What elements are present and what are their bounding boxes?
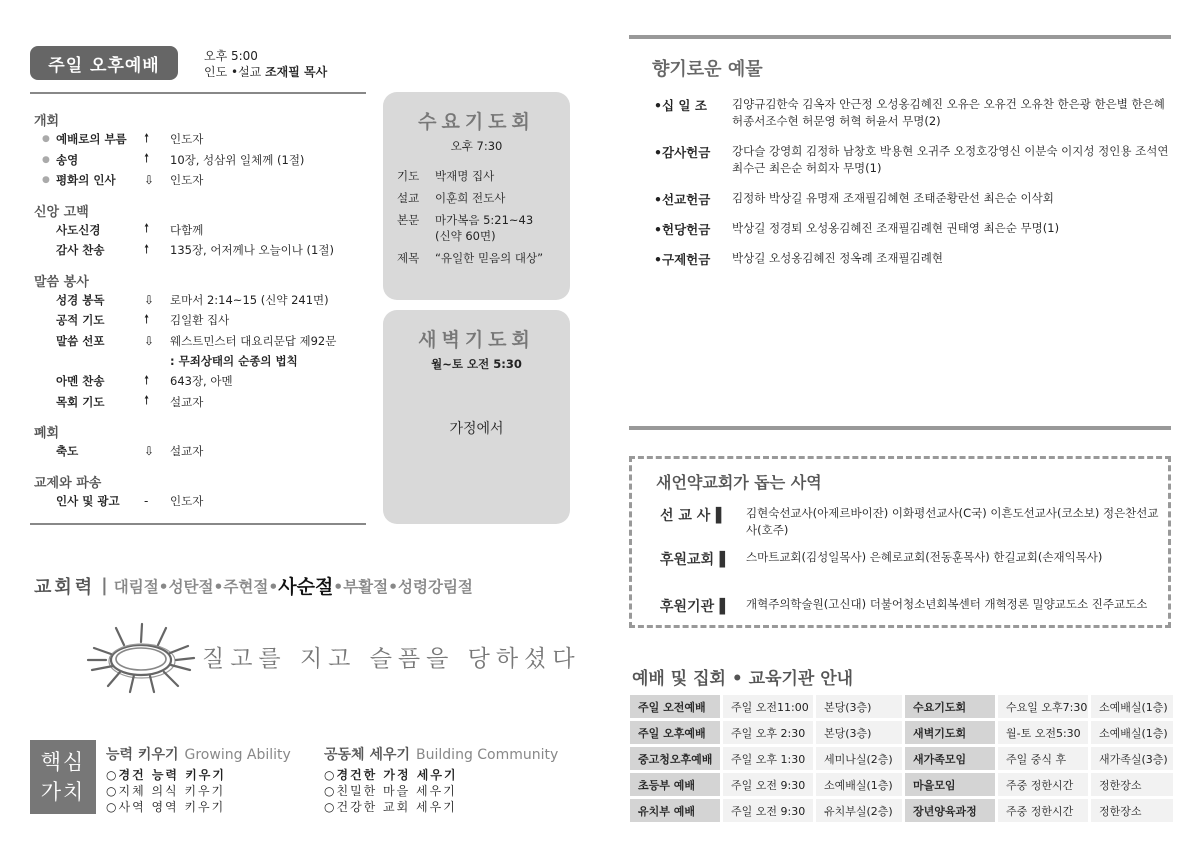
wednesday-title: 수요기도회	[418, 111, 535, 133]
calendar-label: 교회력	[34, 576, 96, 598]
schedule-name: 새벽기도회	[905, 721, 995, 744]
order-row	[34, 290, 374, 311]
order-label: 인사 및 광고	[56, 493, 120, 508]
schedule-cell: 소예배실(1층)	[816, 773, 902, 796]
row-key: 본문	[397, 213, 420, 227]
schedule-cell: 소예배실(1층)	[1091, 721, 1173, 744]
schedule-cell: 소예배실(1층)	[1091, 695, 1173, 718]
section-heading: 교제와 파송	[34, 475, 102, 491]
schedule-cell: 주일 오후 1:30	[723, 747, 813, 770]
ministry-kind: 선 교 사▐	[660, 508, 722, 524]
order-label: 말씀 선포	[56, 333, 105, 348]
posture-icon: 🠕	[144, 151, 150, 166]
crown-of-thorns-icon	[86, 620, 196, 694]
order-label: 사도신경	[56, 222, 101, 237]
table-row	[630, 721, 1173, 744]
schedule-name: 유치부 예배	[630, 799, 720, 822]
posture-icon: 🠕	[144, 241, 150, 256]
schedule-name: 마을모임	[905, 773, 995, 796]
order-row	[34, 331, 374, 352]
order-row	[34, 371, 374, 392]
value-item: ○친밀한 마을 세우기	[324, 784, 457, 798]
offering-row	[654, 143, 1174, 177]
order-value: 인도자	[170, 173, 204, 188]
offering-row	[654, 190, 1174, 208]
schedule-cell: 주일 중식 후	[998, 747, 1088, 770]
divider	[30, 92, 366, 94]
order-value: 135장, 어저께나 오늘이나 (1절)	[170, 243, 334, 258]
order-label: 성경 봉독	[56, 292, 105, 307]
calendar-after: •부활절•성령강림절	[333, 577, 473, 596]
value-item: ○건강한 교회 세우기	[324, 800, 457, 814]
order-row	[34, 310, 374, 331]
schedule-name: 초등부 예배	[630, 773, 720, 796]
schedule-name: 중고청오후예배	[630, 747, 720, 770]
schedule-cell: 유치부실(2층)	[816, 799, 902, 822]
order-row	[34, 220, 374, 241]
offering-kind: •선교헌금	[654, 192, 711, 207]
schedule-name: 수요기도회	[905, 695, 995, 718]
order-value: 10장, 성삼위 일체께 (1절)	[170, 152, 305, 167]
calendar-theme: 질고를 지고 슬픔을 당하셨다	[202, 646, 581, 672]
ministry-kind: 후원교회▐	[660, 552, 725, 568]
schedule-cell: 주일 오전11:00	[723, 695, 813, 718]
schedule-cell: 수요일 오후7:30	[998, 695, 1088, 718]
leader-name: 조재필 목사	[265, 65, 328, 79]
schedule-table	[630, 692, 1173, 825]
wednesday-table	[397, 168, 543, 272]
offering-names: 강다슬 강영희 김정하 남창호 박용현 오귀주 오정호강영신 이분숙 이지성 정인용 조석연 최수근 최은순 허희자 무명(1)	[732, 144, 1169, 175]
core-label-1: 핵심	[40, 750, 86, 774]
community-title: 공동체 세우기	[324, 747, 411, 763]
calendar-before: 대림절•성탄절•주현절•	[113, 577, 279, 596]
order-value: 인도자	[170, 493, 204, 508]
order-row	[34, 392, 374, 413]
value-item: ○사역 영역 키우기	[106, 800, 226, 814]
divider	[629, 35, 1171, 39]
offering-row	[654, 96, 1174, 130]
afternoon-service-title: 주일 오후예배	[30, 46, 178, 80]
order-label: 목회 기도	[56, 394, 105, 409]
schedule-name: 새가족모임	[905, 747, 995, 770]
dawn-place: 가정에서	[449, 421, 504, 437]
value-item: ○지체 의식 키우기	[106, 784, 226, 798]
table-row	[630, 773, 1173, 796]
calendar-separator: |	[101, 575, 108, 596]
community-eng: Building Community	[416, 747, 559, 763]
row-key: 설교	[397, 191, 420, 205]
order-value: 인도자	[170, 132, 204, 147]
offering-kind: •구제헌금	[654, 252, 711, 267]
table-row	[630, 799, 1173, 822]
order-value: 설교자	[170, 394, 204, 409]
order-row	[34, 129, 374, 150]
bullet-icon: ●	[42, 134, 50, 145]
row-key: 제목	[397, 251, 420, 265]
order-row	[34, 240, 374, 261]
schedule-cell: 주일 오전 9:30	[723, 773, 813, 796]
offering-kind: •감사헌금	[654, 145, 711, 160]
divider	[30, 523, 366, 525]
schedule-cell: 주일 오후 2:30	[723, 721, 813, 744]
section-heading: 폐회	[34, 426, 60, 441]
ministry-names: 김현숙선교사(아제르바이잔) 이화평선교사(C국) 이흔도선교사(코소보) 정은찬선교사(호주)	[746, 506, 1159, 537]
row-value: 이훈희 전도사	[435, 191, 506, 205]
ministry-row	[660, 596, 1160, 616]
order-row	[34, 150, 374, 171]
row-value: “유일한 믿음의 대상”	[435, 251, 544, 265]
schedule-cell: 월-토 오전5:30	[998, 721, 1088, 744]
bullet-icon: ●	[42, 175, 50, 186]
schedule-cell: 세미나실(2층)	[816, 747, 902, 770]
ministry-names: 스마트교회(김성일목사) 은혜로교회(전동훈목사) 한길교회(손재익목사)	[746, 550, 1103, 564]
offering-row	[654, 250, 1174, 268]
offering-kind: •헌당헌금	[654, 222, 711, 237]
schedule-cell: 정한장소	[1091, 773, 1173, 796]
offering-row	[654, 220, 1174, 238]
core-values-badge	[30, 740, 96, 814]
schedule-cell: 정한장소	[1091, 799, 1173, 822]
ability-title: 능력 키우기	[106, 747, 179, 763]
schedule-cell: 주중 정한시간	[998, 799, 1088, 822]
scripture-page: (신약 60면)	[435, 229, 496, 243]
posture-icon: 🠕	[144, 393, 150, 408]
order-value: 웨스트민스터 대요리문답 제92문	[170, 333, 337, 348]
schedule-title: 예배 및 집회 • 교육기관 안내	[632, 669, 854, 689]
order-value: 로마서 2:14~15 (신약 241면)	[170, 292, 329, 307]
afternoon-time: 오후 5:00	[204, 49, 258, 63]
posture-icon: 🠕	[144, 372, 150, 387]
posture-icon: 🠕	[144, 221, 150, 236]
ministry-names: 개혁주의학술원(고신대) 더불어청소년회복센터 개혁정론 밀양교도소 진주교도소	[746, 597, 1148, 611]
calendar-current: 사순절	[278, 576, 334, 598]
posture-icon: ⇩	[144, 333, 155, 348]
order-label: 아멘 찬송	[56, 374, 105, 389]
posture-icon: ⇩	[144, 292, 155, 307]
schedule-cell: 주중 정한시간	[998, 773, 1088, 796]
schedule-name: 주일 오후예배	[630, 721, 720, 744]
dawn-time: 월~토 오전 5:30	[431, 357, 522, 371]
order-label: 송영	[56, 152, 79, 167]
ministry-title: 새언약교회가 돕는 사역	[656, 473, 822, 492]
bullet-icon: ●	[42, 154, 50, 165]
schedule-cell: 본당(3층)	[816, 721, 902, 744]
offering-names: 김정하 박상길 유명재 조재필김혜현 조태준황란선 최은순 이삭회	[732, 191, 1054, 205]
schedule-name: 장년양육과정	[905, 799, 995, 822]
offering-names: 박상길 정경퇴 오성옹김혜진 조재필김례현 권태영 최은순 무명(1)	[732, 221, 1060, 235]
order-label: 축도	[56, 444, 79, 459]
value-item: ○경건한 가정 세우기	[324, 768, 458, 782]
schedule-cell: 주일 오전 9:30	[723, 799, 813, 822]
row-value: 박재명 집사	[435, 169, 495, 183]
dawn-title: 새벽기도회	[418, 329, 535, 351]
ministry-row	[660, 505, 1160, 539]
wednesday-time: 오후 7:30	[450, 139, 503, 153]
ministry-row	[660, 549, 1160, 569]
order-value: 설교자	[170, 444, 204, 459]
ability-eng: Growing Ability	[184, 747, 291, 763]
offering-kind: •십 일 조	[654, 98, 707, 113]
dawn-prayer-panel	[383, 310, 570, 524]
row-key: 기도	[397, 169, 420, 183]
order-row	[34, 491, 374, 512]
order-value: 김일환 집사	[170, 313, 230, 328]
table-row	[630, 747, 1173, 770]
posture-icon: 🠕	[144, 311, 150, 326]
leader-prefix: 인도 •설교	[204, 65, 266, 79]
order-row	[34, 441, 374, 462]
offering-names: 김양규김한숙 김옥자 안근정 오성옹김혜진 오유은 오유건 오유찬 한은광 한은별 한은혜 허종서조수현 허문영 허혁 허윤서 무명(2)	[732, 97, 1165, 128]
core-values-ability	[106, 744, 291, 815]
order-of-worship	[34, 110, 374, 511]
order-value: 643장, 아멘	[170, 374, 233, 389]
divider	[629, 426, 1171, 430]
posture-icon: ⇩	[144, 444, 155, 459]
section-heading: 신앙 고백	[34, 204, 89, 220]
table-row	[630, 695, 1173, 718]
order-label: 평화의 인사	[56, 173, 116, 188]
sermon-subtitle: : 무죄상태의 순종의 법칙	[170, 354, 298, 368]
order-value: 다함께	[170, 222, 204, 237]
schedule-cell: 새가족실(3층)	[1091, 747, 1173, 770]
scripture: 마가복음 5:21~43	[435, 213, 534, 227]
order-row	[34, 170, 374, 191]
church-calendar	[34, 572, 473, 599]
posture-icon: 🠕	[144, 130, 150, 145]
row-value	[435, 212, 543, 250]
offerings-title: 향기로운 예물	[652, 59, 763, 80]
value-item: ○경건 능력 키우기	[106, 768, 226, 782]
order-label: 예배로의 부름	[56, 132, 127, 147]
posture-icon: ⇩	[144, 173, 155, 188]
ministry-kind: 후원기관▐	[660, 599, 725, 615]
section-heading: 말씀 봉사	[34, 274, 89, 290]
core-label-2: 가치	[40, 780, 86, 804]
core-values-community	[324, 744, 558, 815]
offering-names: 박상길 오성옹김혜진 정옥례 조재필김례현	[732, 251, 943, 265]
schedule-name: 주일 오전예배	[630, 695, 720, 718]
order-label: 감사 찬송	[56, 243, 105, 258]
afternoon-service-info	[204, 48, 327, 80]
schedule-cell: 본당(3층)	[816, 695, 902, 718]
wednesday-prayer-panel	[383, 92, 570, 300]
order-label: 공적 기도	[56, 313, 105, 328]
section-heading: 개회	[34, 114, 60, 129]
posture-icon: -	[144, 493, 149, 508]
